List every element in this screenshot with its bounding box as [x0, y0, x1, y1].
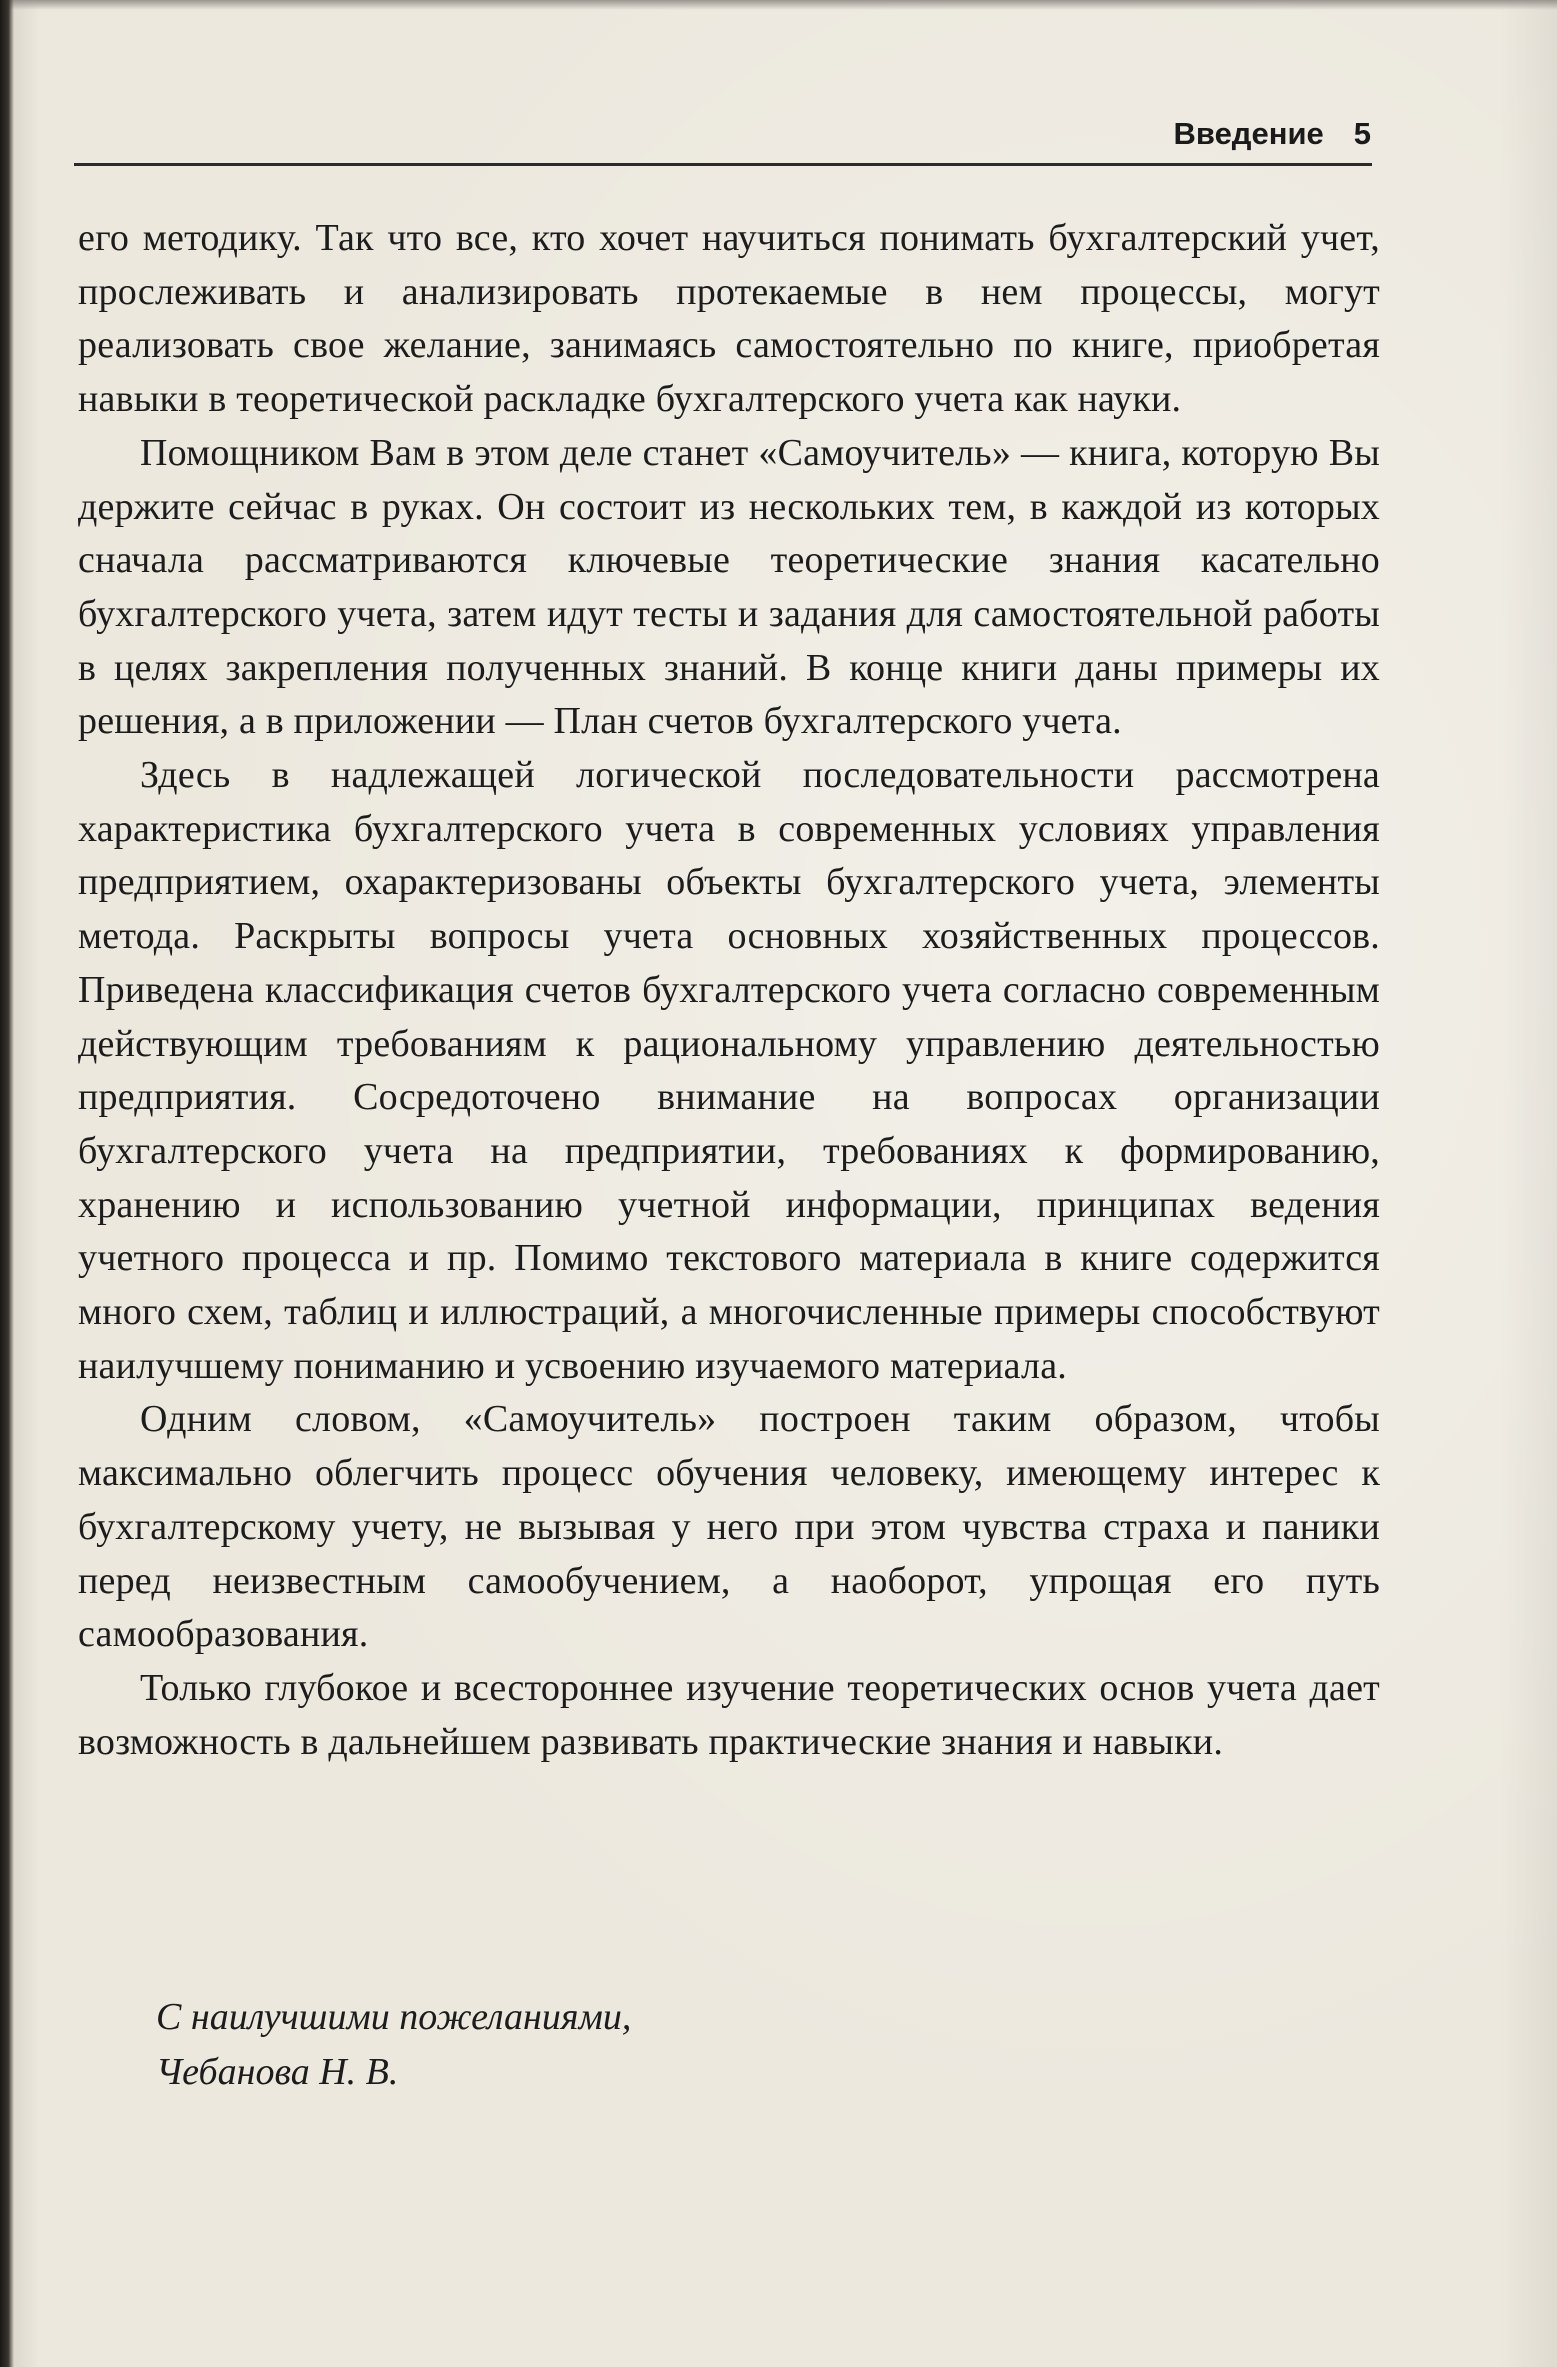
paragraph-5: Только глубокое и всестороннее изучение теоретических основ учета дает возможность в дальнейшем развивать практические знания и навыки. [78, 1666, 1380, 1763]
paragraph-3: Здесь в надлежащей логической последовательности рассмотрена характеристика бухгалтерского учета в современных условиях управления предприятием, охарактеризованы объекты бухгалтерского учета, элементы метода. Раскрыты вопросы учета основных хозяйственных процессов. Приведена классификация счетов бухгалтерского учета согласно современным действующим требованиям к рациональному управлению деятельностью предприятия. Сосредоточено внимание на вопросах организации бухгалтерского учета на предприятии, требованиях к формированию, хранению и использованию учетной информации, принципах ведения учетного процесса и пр. Помимо текстового материала в книге содержится много схем, таблиц и иллюстраций, а многочисленные примеры способствуют наилучшему пониманию и усвоению изучаемого материала. [78, 754, 1380, 1387]
body-text [78, 212, 1380, 1769]
running-head [1174, 116, 1371, 152]
signature-block [156, 1990, 631, 2100]
paragraph-4: Одним словом, «Самоучитель» построен таким образом, чтобы максимально облегчить процесс обучения человеку, имеющему интерес к бухгалтерскому учету, не вызывая у него при этом чувства страха и паники перед неизвестным самообучением, а наоборот, упрощая его путь самообразования. [78, 1398, 1380, 1656]
author-name: Чебанова Н. В. [156, 2051, 399, 2093]
paragraph-1: его методику. Так что все, кто хочет научиться понимать бухгалтерский учет, прослеживать и анализировать протекаемые в нем процессы, могут реализовать свое желание, занимаясь самостоятельно по книге, приобретая навыки в теоретической раскладке бухгалтерского учета как науки. [78, 217, 1380, 421]
page-top-edge-shadow [0, 0, 1557, 10]
closing-line: С наилучшими пожеланиями, [156, 1996, 632, 2038]
page-number: 5 [1353, 116, 1371, 151]
paragraph-2: Помощником Вам в этом деле станет «Самоучитель» — книга, которую Вы держите сейчас в руках. Он состоит из нескольких тем, в каждой из которых сначала рассматриваются ключевые теоретические знания касательно бухгалтерского учета, затем идут тесты и задания для самостоятельной работы в целях закрепления полученных знаний. В конце книги даны примеры их решения, а в приложении — План счетов бухгалтерского учета. [78, 431, 1380, 743]
section-title: Введение [1173, 116, 1324, 151]
book-spine-shadow [0, 0, 14, 2367]
header-rule [74, 163, 1372, 166]
